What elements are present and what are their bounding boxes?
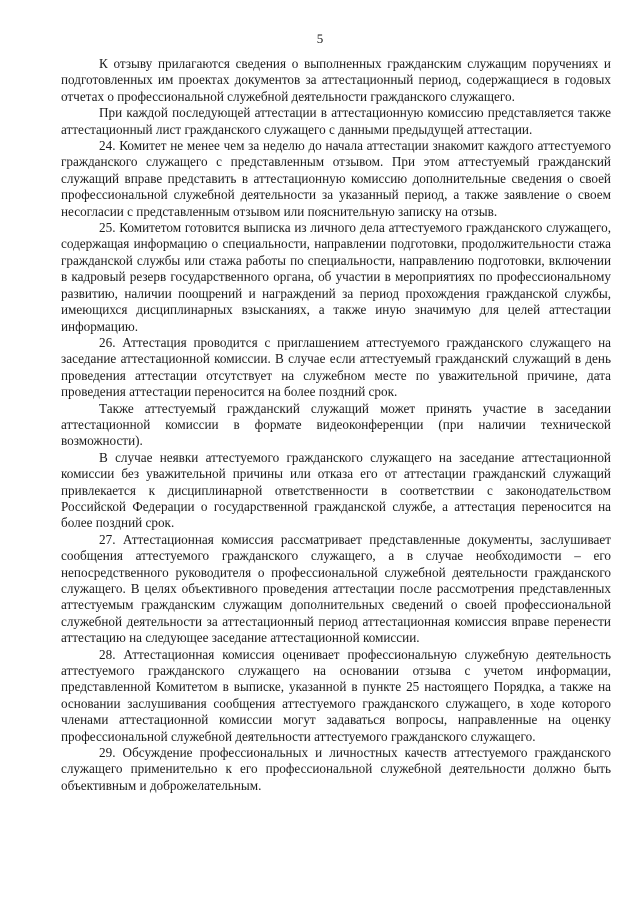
paragraph-previous-attestation-sheet: При каждой последующей аттестации в аттестационную комиссию представляется также аттестационный лист гражданского служащего с данными предыдущей аттестации. xyxy=(61,105,611,137)
paragraph-25: 25. Комитетом готовится выписка из личного дела аттестуемого гражданского служащего, содержащая информацию о специальности, направлении подготовки, продолжительности стажа гражданской службы или стажа работы по специальности, направлению подготовки, включении в кадровый резерв государственного органа, об участии в мероприятиях по профессиональному развитию, наличии поощрений и награждений за период прохождения гражданской службы, имеющихся дисциплинарных взысканиях, а также иную значимую для целей аттестации информацию. xyxy=(61,220,611,334)
paragraph-26-absence: В случае неявки аттестуемого гражданского служащего на заседание аттестационной комиссии без уважительной причины или отказа его от аттестации гражданский служащий привлекается к дисциплинарной ответственности в соответствии с законодательством Российской Федерации о государственной гражданской службе, а аттестация переносится на более поздний срок. xyxy=(61,449,611,531)
paragraph-29: 29. Обсуждение профессиональных и личностных качеств аттестуемого гражданского служащего применительно к его профессиональной служебной деятельности должно быть объективным и доброжелательным. xyxy=(61,745,611,793)
paragraph-24: 24. Комитет не менее чем за неделю до начала аттестации знакомит каждого аттестуемого гражданского служащего с представленным отзывом. При этом аттестуемый гражданский служащий вправе представить в аттестационную комиссию дополнительные сведения о своей профессиональной служебной деятельности за указанный период, а также заявление о своем несогласии с представленным отзывом или пояснительную записку на отзыв. xyxy=(61,138,611,219)
page-number: 5 xyxy=(316,31,324,46)
paragraph-27: 27. Аттестационная комиссия рассматривает представленные документы, заслушивает сообщения аттестуемого гражданского служащего, а в случае необходимости – его непосредственного руководителя о профессиональной служебной деятельности гражданского служащего. В целях объективного проведения аттестации после рассмотрения представленных аттестуемым гражданским служащим дополнительных сведений о своей профессиональной служебной деятельности за аттестационный период аттестационная комиссия вправе перенести аттестацию на следующее заседание аттестационной комиссии. xyxy=(61,531,611,646)
paragraph-26-videoconference: Также аттестуемый гражданский служащий может принять участие в заседании аттестационной комиссии в формате видеоконференции (при наличии технической возможности). xyxy=(61,400,611,449)
paragraph-28: 28. Аттестационная комиссия оценивает профессиональную служебную деятельность аттестуемого гражданского служащего на основании отзыва с учетом информации, представленной Комитетом в выписке, указанной в пункте 25 настоящего Порядка, а также на основании заслушивания сообщения аттестуемого гражданского служащего, в ходе которого членами аттестационной комиссии могут задаваться вопросы, направленные на оценку профессиональной служебной деятельности аттестуемого гражданского служащего. xyxy=(61,646,611,744)
paragraph-attachment-note: К отзыву прилагаются сведения о выполненных гражданским служащим поручениях и подготовленных им проектах документов за аттестационный период, содержащиеся в годовых отчетах о профессиональной служебной деятельности гражданского служащего. xyxy=(61,56,611,104)
paragraph-26: 26. Аттестация проводится с приглашением аттестуемого гражданского служащего на заседание аттестационной комиссии. В случае если аттестуемый гражданский служащий в день проведения аттестации отсутствует на служебном месте по уважительной причине, дата проведения аттестации переносится на более поздний срок. xyxy=(61,334,611,400)
document-body xyxy=(61,56,611,794)
